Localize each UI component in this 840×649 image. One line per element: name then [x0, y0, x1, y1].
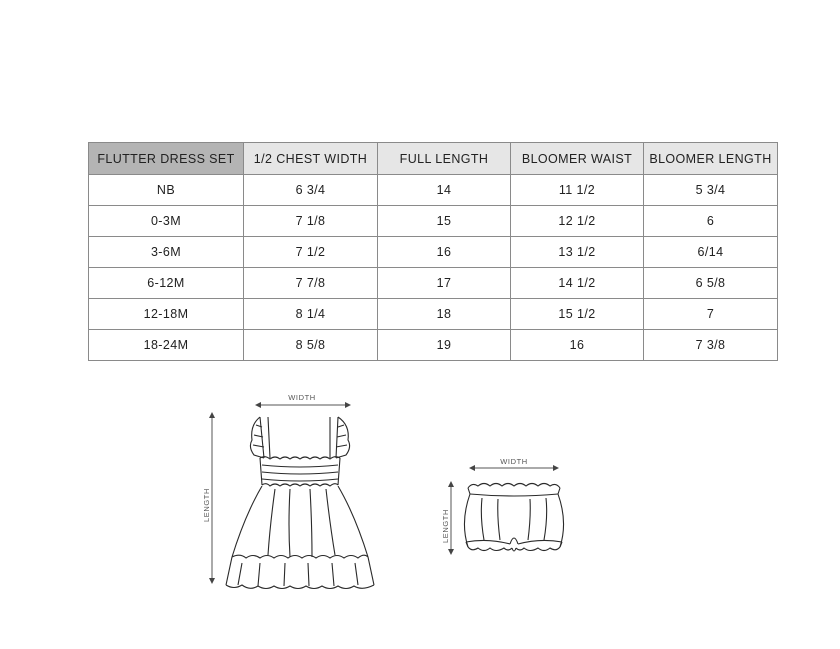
dress-length-label: LENGTH: [202, 487, 211, 523]
cell-bloomer-waist: 16: [511, 330, 644, 361]
dress-illustration: [190, 385, 390, 595]
header-bloomer-length: BLOOMER LENGTH: [644, 143, 778, 175]
table-row: [89, 206, 778, 237]
bloomer-drawing: [432, 452, 582, 572]
table-row: [89, 299, 778, 330]
table-row: [89, 330, 778, 361]
cell-size: 3-6M: [89, 237, 244, 268]
cell-chest-width: 8 1/4: [244, 299, 378, 330]
table-row: [89, 175, 778, 206]
cell-bloomer-waist: 14 1/2: [511, 268, 644, 299]
cell-full-length: 18: [378, 299, 511, 330]
cell-chest-width: 8 5/8: [244, 330, 378, 361]
cell-full-length: 17: [378, 268, 511, 299]
header-bloomer-waist: BLOOMER WAIST: [511, 143, 644, 175]
table-row: [89, 237, 778, 268]
cell-bloomer-length: 7 3/8: [644, 330, 778, 361]
dress-line-art: [226, 417, 374, 589]
cell-full-length: 19: [378, 330, 511, 361]
bloomer-width-label: WIDTH: [500, 457, 528, 466]
bloomer-line-art: [464, 484, 563, 552]
cell-size: 12-18M: [89, 299, 244, 330]
header-full-length: FULL LENGTH: [378, 143, 511, 175]
cell-chest-width: 7 1/8: [244, 206, 378, 237]
cell-bloomer-length: 7: [644, 299, 778, 330]
cell-bloomer-waist: 12 1/2: [511, 206, 644, 237]
dress-width-label: WIDTH: [288, 393, 316, 402]
header-chest-width: 1/2 CHEST WIDTH: [244, 143, 378, 175]
cell-chest-width: 7 1/2: [244, 237, 378, 268]
cell-bloomer-length: 5 3/4: [644, 175, 778, 206]
cell-chest-width: 6 3/4: [244, 175, 378, 206]
cell-bloomer-waist: 13 1/2: [511, 237, 644, 268]
cell-size: 0-3M: [89, 206, 244, 237]
bloomer-length-label: LENGTH: [441, 508, 450, 544]
size-chart-table: [88, 142, 778, 361]
cell-bloomer-length: 6: [644, 206, 778, 237]
cell-chest-width: 7 7/8: [244, 268, 378, 299]
bloomer-illustration: [432, 452, 582, 572]
cell-full-length: 14: [378, 175, 511, 206]
cell-full-length: 15: [378, 206, 511, 237]
cell-size: 18-24M: [89, 330, 244, 361]
cell-bloomer-waist: 15 1/2: [511, 299, 644, 330]
header-row: [89, 143, 778, 175]
dress-drawing: [190, 385, 390, 595]
cell-full-length: 16: [378, 237, 511, 268]
cell-bloomer-length: 6 5/8: [644, 268, 778, 299]
cell-bloomer-length: 6/14: [644, 237, 778, 268]
cell-size: NB: [89, 175, 244, 206]
table-row: [89, 268, 778, 299]
cell-bloomer-waist: 11 1/2: [511, 175, 644, 206]
cell-size: 6-12M: [89, 268, 244, 299]
header-size: FLUTTER DRESS SET: [89, 143, 244, 175]
